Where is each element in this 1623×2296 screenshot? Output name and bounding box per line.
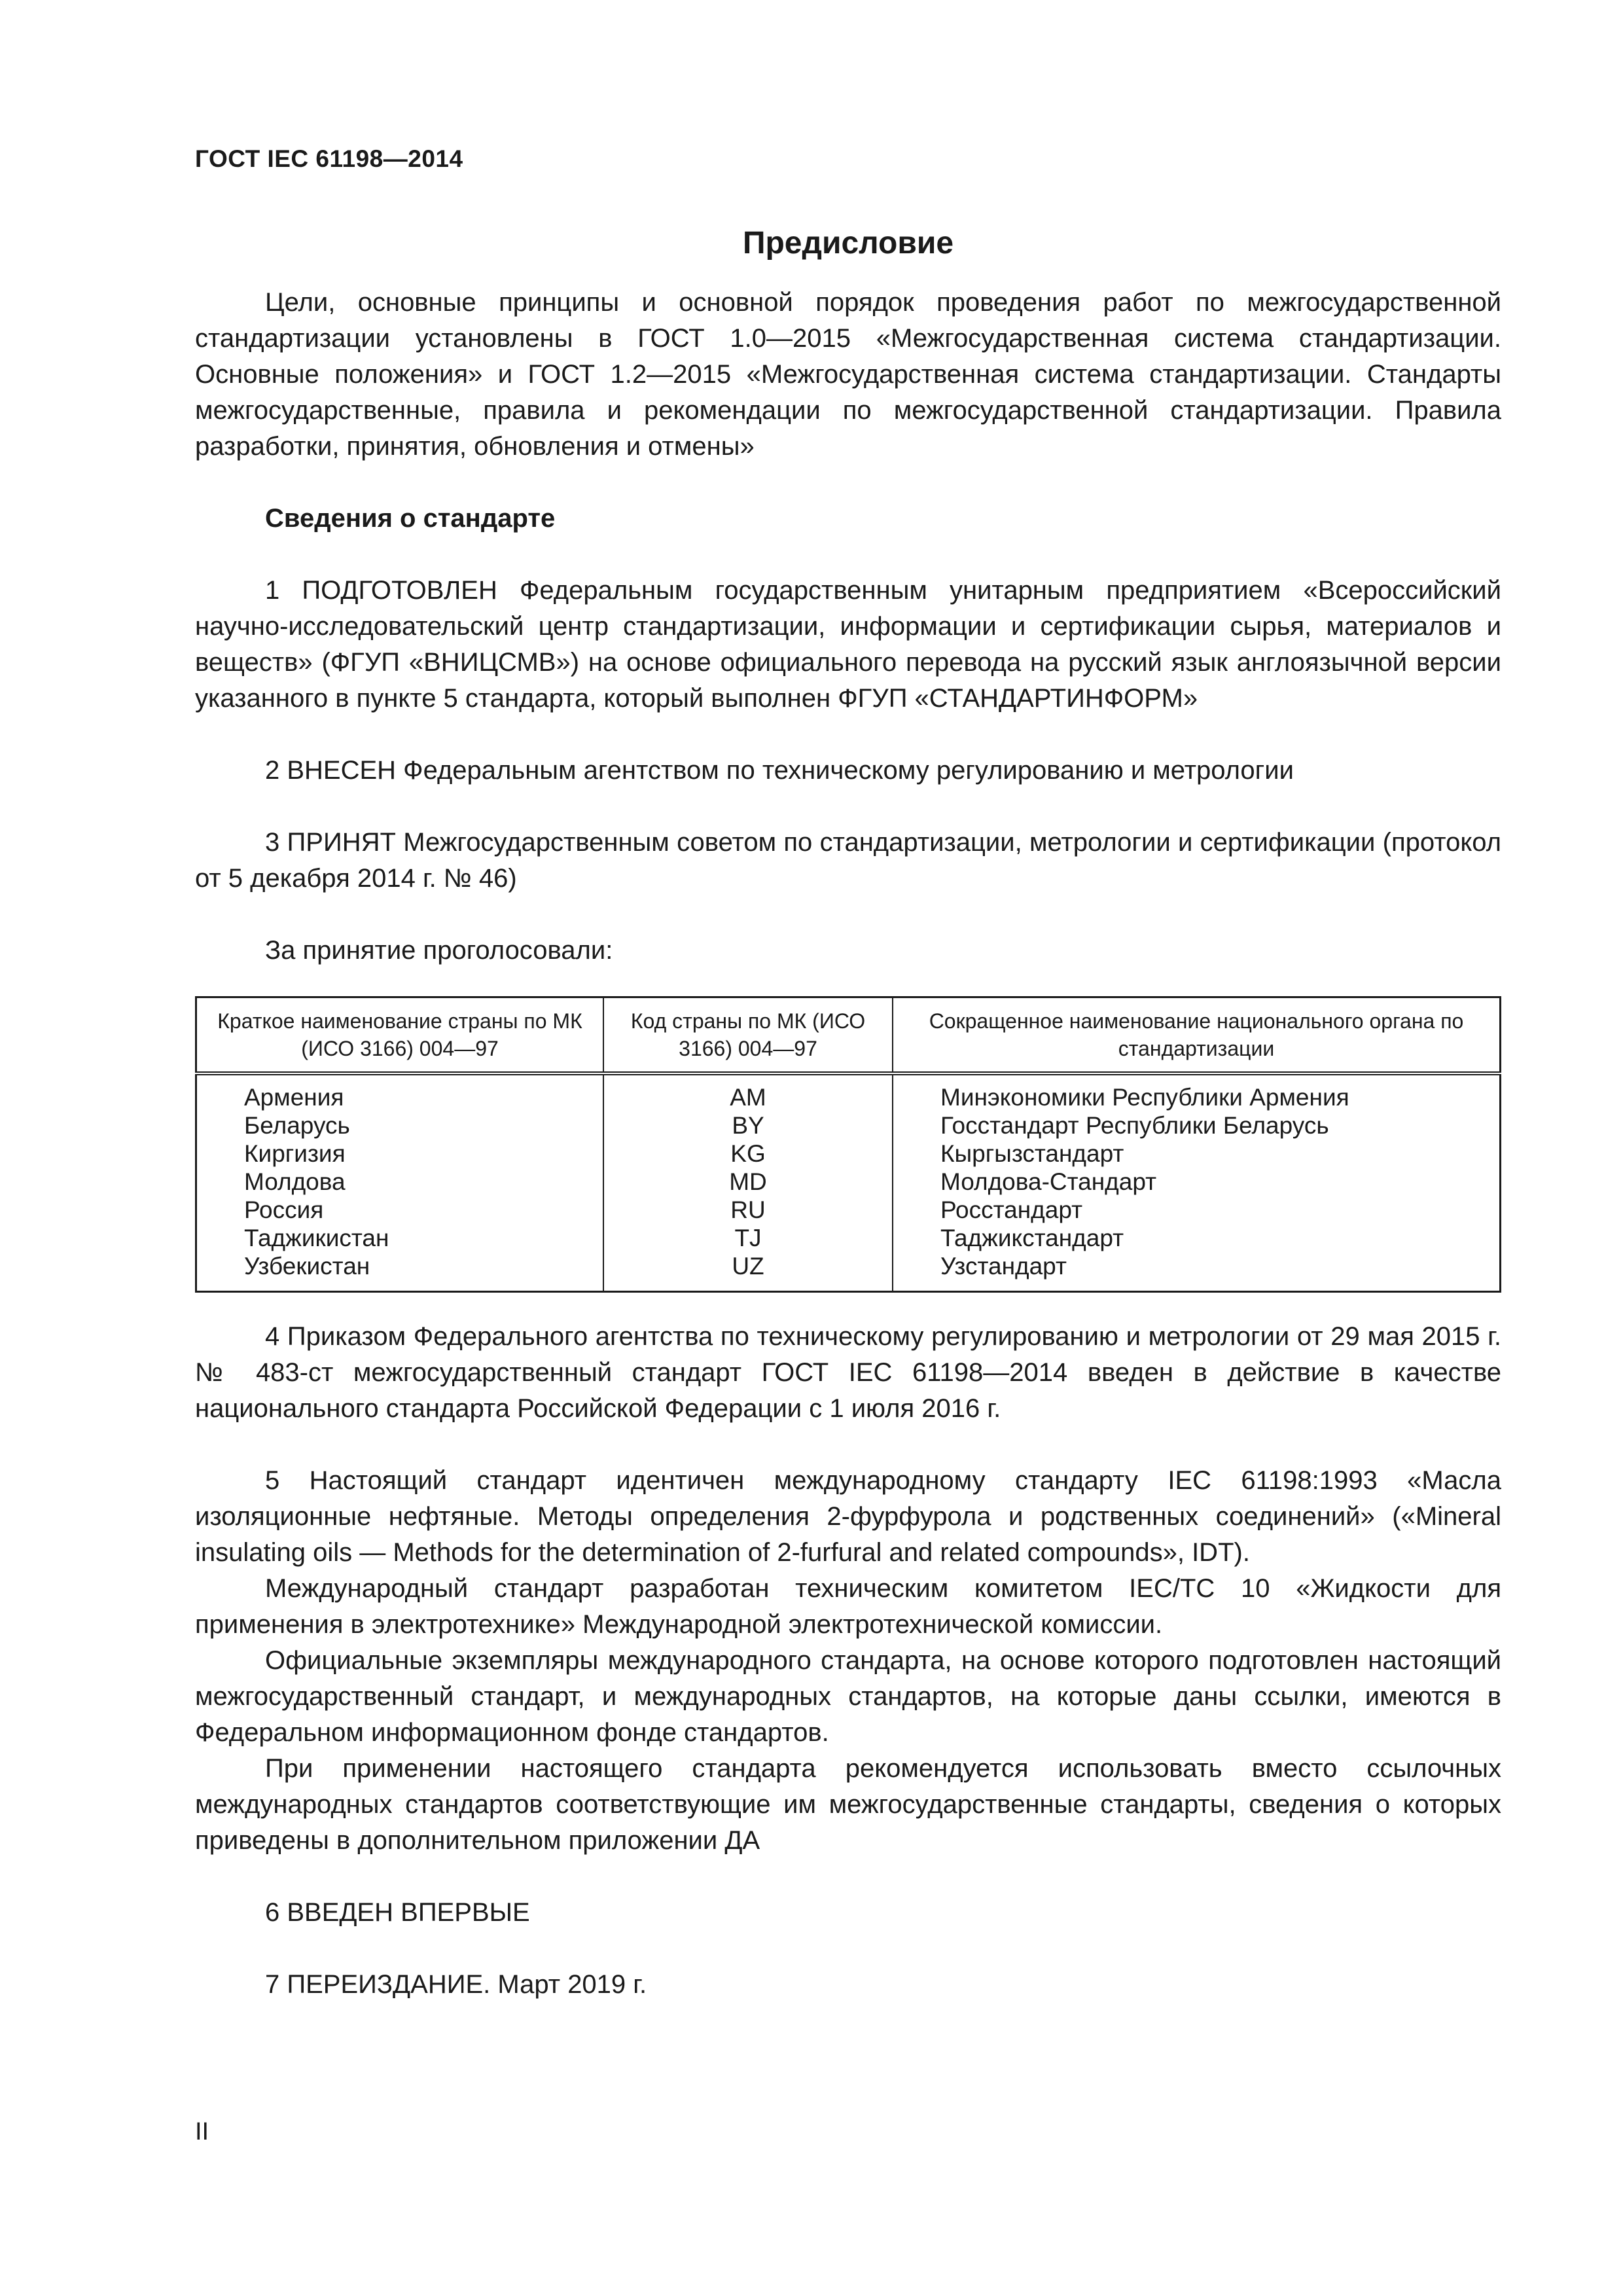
item-5-copies-paragraph: Официальные экземпляры международного стандарта, на основе которого подготовлен настоящий межгосударственный стандарт, и международных стандартов, на которые даны ссылки, имеются в Федеральном информационном фонде стандартов. [195,1646,1501,1747]
page-title: Предисловие [742,226,954,260]
header-country-name: Краткое наименование страны по МК (ИСО 3166) 004—97 [196,997,604,1074]
standards-body-cell: Молдова-Стандарт [940,1168,1157,1195]
page-number: II [195,2118,209,2145]
standards-body-cell: Кыргызстандарт [940,1140,1124,1167]
country-name-cell: Армения [196,1073,604,1111]
item-3-paragraph: 3 ПРИНЯТ Межгосударственным советом по стандартизации, метрологии и сертификации (протокол от 5 декабря 2014 г. № 46) [195,828,1501,893]
table-row [196,1073,1501,1111]
item-1-paragraph: 1 ПОДГОТОВЛЕН Федеральным государственным унитарным предприятием «Всероссийский научно-исследовательский центр стандартизации, информации и сертификации сырья, материалов и веществ» (ФГУП «ВНИЦСМВ») на основе официального перевода на русский язык англоязычной версии указанного в пункте 5 стандарта, который выполнен ФГУП «СТАНДАРТИНФОРМ» [195,576,1501,713]
table-row [196,1224,1501,1252]
country-code-cell: RU [603,1196,893,1224]
table-row [196,1252,1501,1292]
standards-body-cell: Росстандарт [940,1196,1083,1223]
country-name-cell: Узбекистан [196,1252,604,1292]
table-header-row [196,997,1501,1074]
item-2-paragraph: 2 ВНЕСЕН Федеральным агентством по техническому регулированию и метрологии [265,756,1294,785]
vote-intro: За принятие проголосовали: [265,936,613,965]
standards-body-cell: Госстандарт Республики Беларусь [940,1112,1329,1139]
item-6-paragraph: 6 ВВЕДЕН ВПЕРВЫЕ [265,1898,530,1927]
standards-body-cell: Минэкономики Республики Армения [940,1084,1349,1111]
item-5-tc-paragraph: Международный стандарт разработан техническим комитетом IEC/TC 10 «Жидкости для применения в электротехнике» Международной электротехнической комиссии. [195,1574,1501,1639]
item-7-paragraph: 7 ПЕРЕИЗДАНИЕ. Март 2019 г. [265,1970,647,1999]
section-subheading: Сведения о стандарте [265,504,556,533]
header-standards-body: Сокращенное наименование национального органа по стандартизации [893,997,1501,1074]
item-5-usage-paragraph: При применении настоящего стандарта рекомендуется использовать вместо ссылочных международных стандартов соответствующие им межгосударственные стандарты, сведения о которых приведены в дополнительном приложении ДА [195,1754,1501,1855]
item-4-paragraph: 4 Приказом Федерального агентства по техническому регулированию и метрологии от 29 мая 2015 г. № 483-ст межгосударственный стандарт ГОСТ IEC 61198—2014 введен в действие в качестве национального стандарта Российской Федерации с 1 июля 2016 г. [195,1322,1501,1423]
country-name-cell: Беларусь [196,1111,604,1139]
country-code-cell: AM [603,1073,893,1111]
country-code-cell: BY [603,1111,893,1139]
country-name-cell: Молдова [196,1168,604,1196]
country-code-cell: UZ [603,1252,893,1292]
country-code-cell: TJ [603,1224,893,1252]
table-row [196,1139,1501,1168]
voting-countries-table [195,996,1501,1293]
country-code-cell: MD [603,1168,893,1196]
table-row [196,1168,1501,1196]
header-country-code: Код страны по МК (ИСО 3166) 004—97 [603,997,893,1074]
item-5-paragraph: 5 Настоящий стандарт идентичен международному стандарту IEC 61198:1993 «Масла изоляционные нефтяные. Методы определения 2-фурфурола и родственных соединений» («Mineral insulating oils — Methods for the determination of 2-furfural and related compounds», IDT). [195,1466,1501,1567]
document-code-header: ГОСТ IEC 61198—2014 [195,145,463,172]
standards-body-cell: Узстандарт [940,1253,1067,1280]
table-row [196,1196,1501,1224]
foreword-content [195,285,1501,2003]
standards-body-cell: Таджикстандарт [940,1225,1124,1251]
country-name-cell: Таджикистан [196,1224,604,1252]
country-code-cell: KG [603,1139,893,1168]
country-name-cell: Киргизия [196,1139,604,1168]
intro-paragraph: Цели, основные принципы и основной порядок проведения работ по межгосударственной стандартизации установлены в ГОСТ 1.0—2015 «Межгосударственная система стандартизации. Основные положения» и ГОСТ 1.2—2015 «Межгосударственная система стандартизации. Стандарты межгосударственные, правила и рекомендации по межгосударственной стандартизации. Правила разработки, принятия, обновления и отмены» [195,288,1501,461]
country-name-cell: Россия [196,1196,604,1224]
table-row [196,1111,1501,1139]
